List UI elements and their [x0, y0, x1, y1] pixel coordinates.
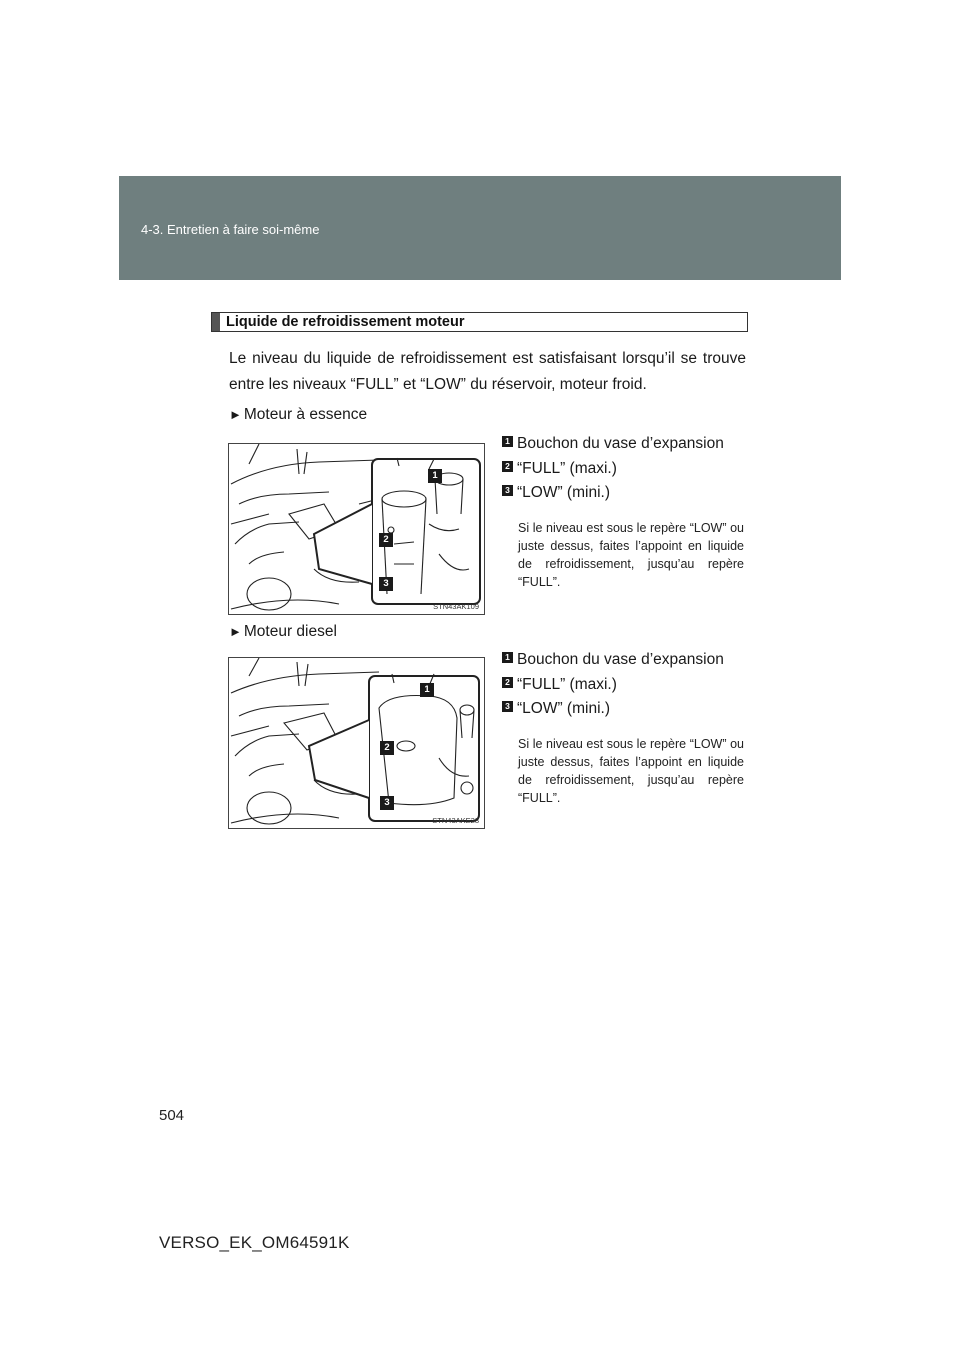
legend-item: 3 “LOW” (mini.) — [502, 484, 746, 509]
callout-2: 2 — [380, 741, 394, 755]
petrol-engine-heading: ► Moteur à essence — [229, 406, 368, 423]
refill-note: Si le niveau est sous le repère “LOW” ou juste dessus, faites l’appoint en liquide de refroidissement, jusqu’au repère “FULL”. — [518, 736, 744, 805]
intro-paragraph: Le niveau du liquide de refroidissement est satisfaisant lorsqu’il se trouve entre les niveaux “FULL” et “LOW” du réservoir, moteur froid. — [229, 350, 746, 393]
legend-item: 1 Bouchon du vase d’expansion — [502, 435, 746, 460]
callout-3: 3 — [380, 796, 394, 810]
engine-bay-illustration — [229, 444, 485, 615]
numbered-badge-icon: 3 — [502, 701, 513, 712]
callout-3: 3 — [379, 577, 393, 591]
diesel-engine-figure — [228, 657, 485, 829]
header-band — [119, 176, 841, 280]
legend-item: 2 “FULL” (maxi.) — [502, 460, 746, 485]
section-title: Liquide de refroidissement moteur — [226, 314, 465, 330]
petrol-engine-legend — [502, 435, 746, 591]
section-title-box — [211, 312, 748, 332]
figure-code: STN43AKE23 — [432, 816, 479, 825]
legend-item: 3 “LOW” (mini.) — [502, 700, 746, 725]
petrol-engine-figure — [228, 443, 485, 615]
numbered-badge-icon: 2 — [502, 677, 513, 688]
section-breadcrumb: 4-3. Entretien à faire soi-même — [141, 222, 320, 237]
legend-item: 1 Bouchon du vase d’expansion — [502, 651, 746, 676]
legend-item: 2 “FULL” (maxi.) — [502, 676, 746, 701]
page-number: 504 — [159, 1107, 185, 1124]
numbered-badge-icon: 2 — [502, 461, 513, 472]
numbered-badge-icon: 3 — [502, 485, 513, 496]
refill-note: Si le niveau est sous le repère “LOW” ou juste dessus, faites l’appoint en liquide de refroidissement, jusqu’au repère “FULL”. — [518, 520, 744, 589]
triangle-right-icon: ► — [229, 407, 242, 422]
callout-2: 2 — [379, 533, 393, 547]
section-marker — [212, 313, 220, 331]
diesel-engine-heading: ► Moteur diesel — [229, 623, 337, 640]
callout-1: 1 — [428, 469, 442, 483]
document-code: VERSO_EK_OM64591K — [159, 1233, 350, 1252]
figure-code: STN43AK109 — [433, 602, 479, 611]
numbered-badge-icon: 1 — [502, 652, 513, 663]
callout-1: 1 — [420, 683, 434, 697]
diesel-engine-legend — [502, 651, 746, 807]
numbered-badge-icon: 1 — [502, 436, 513, 447]
engine-bay-illustration — [229, 658, 485, 829]
triangle-right-icon: ► — [229, 624, 242, 639]
